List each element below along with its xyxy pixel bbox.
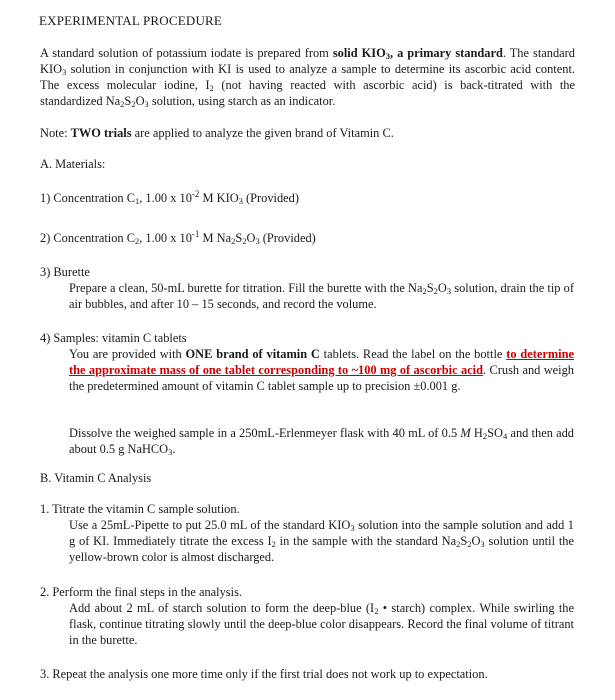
- section-b-heading: B. Vitamin C Analysis: [40, 471, 152, 485]
- step2-heading: 2. Perform the final steps in the analysis.: [40, 585, 242, 599]
- highlighted-instruction: to determine the approximate mass of one tablet corresponding to ~100 mg of ascorbic acid: [69, 347, 575, 377]
- intro-paragraph: A standard solution of potassium iodate is prepared from solid $KIO_3$, a primary standard. The standard $KIO_3$ solution in conjunction with KI is used to analyze a sample to determine its ascorbic acid content. The excess molecular iodine, $I_2$ (not having reacted with ascorbic acid) is back-titrated with the standardized $Na_2S_2O_3$ solution, using starch as an indicator.: [40, 46, 575, 109]
- note-line: Note: TWO trials are applied to analyze the given brand of Vitamin C.: [40, 126, 394, 140]
- page-title: EXPERIMENTAL PROCEDURE: [39, 13, 223, 28]
- material-thiosulfate: 2) Concentration $C_2$, 1.00 x $10^{-1}$ M $Na_2S_2O_3$ (Provided): [40, 229, 316, 246]
- samples-heading: 4) Samples: vitamin C tablets: [40, 331, 187, 345]
- step1-heading: 1. Titrate the vitamin C sample solution.: [40, 502, 240, 516]
- step3-text: 3. Repeat the analysis one more time only if the first trial does not work up to expectation.: [40, 667, 488, 681]
- material-kio3: 1) Concentration $C_1$, 1.00 x $10^{-2}$ M $KIO_3$ (Provided): [40, 189, 299, 206]
- samples-text: You are provided with ONE brand of vitamin C tablets. Read the label on the bottle to determine the approximate mass of one tablet corresponding to ~100 mg of ascorbic acid. Crush and weigh the predetermined amount of vitamin C tablet sample up to precision ±0.001 g.: [69, 347, 575, 393]
- burette-heading: 3) Burette: [40, 265, 90, 279]
- step1-text: Use a 25mL-Pipette to put 25.0 mL of the standard $KIO_3$ solution into the sample solution and add 1 g of KI. Immediately titrate the excess $I_2$ in the sample with the standard $Na_2S_2O_3$ solution until the yellow-brown color is almost discharged.: [69, 518, 574, 564]
- step2-text: Add about 2 mL of starch solution to form the deep-blue ($I_2$ • starch) complex. While swirling the flask, continue titrating slowly until the deep-blue color disappears. Record the final volume of titrant in the burette.: [69, 601, 575, 647]
- section-a-heading: A. Materials:: [40, 157, 106, 171]
- dissolve-text: Dissolve the weighed sample in a 250mL-Erlenmeyer flask with 40 mL of 0.5 M $H_2SO_4$ and then add about 0.5 g NaHCO$_3$.: [69, 426, 574, 457]
- burette-text: Prepare a clean, 50-mL burette for titration. Fill the burette with the $Na_2S_2O_3$ solution, drain the tip of air bubbles, and after 10 – 15 seconds, and record the volume.: [69, 281, 574, 311]
